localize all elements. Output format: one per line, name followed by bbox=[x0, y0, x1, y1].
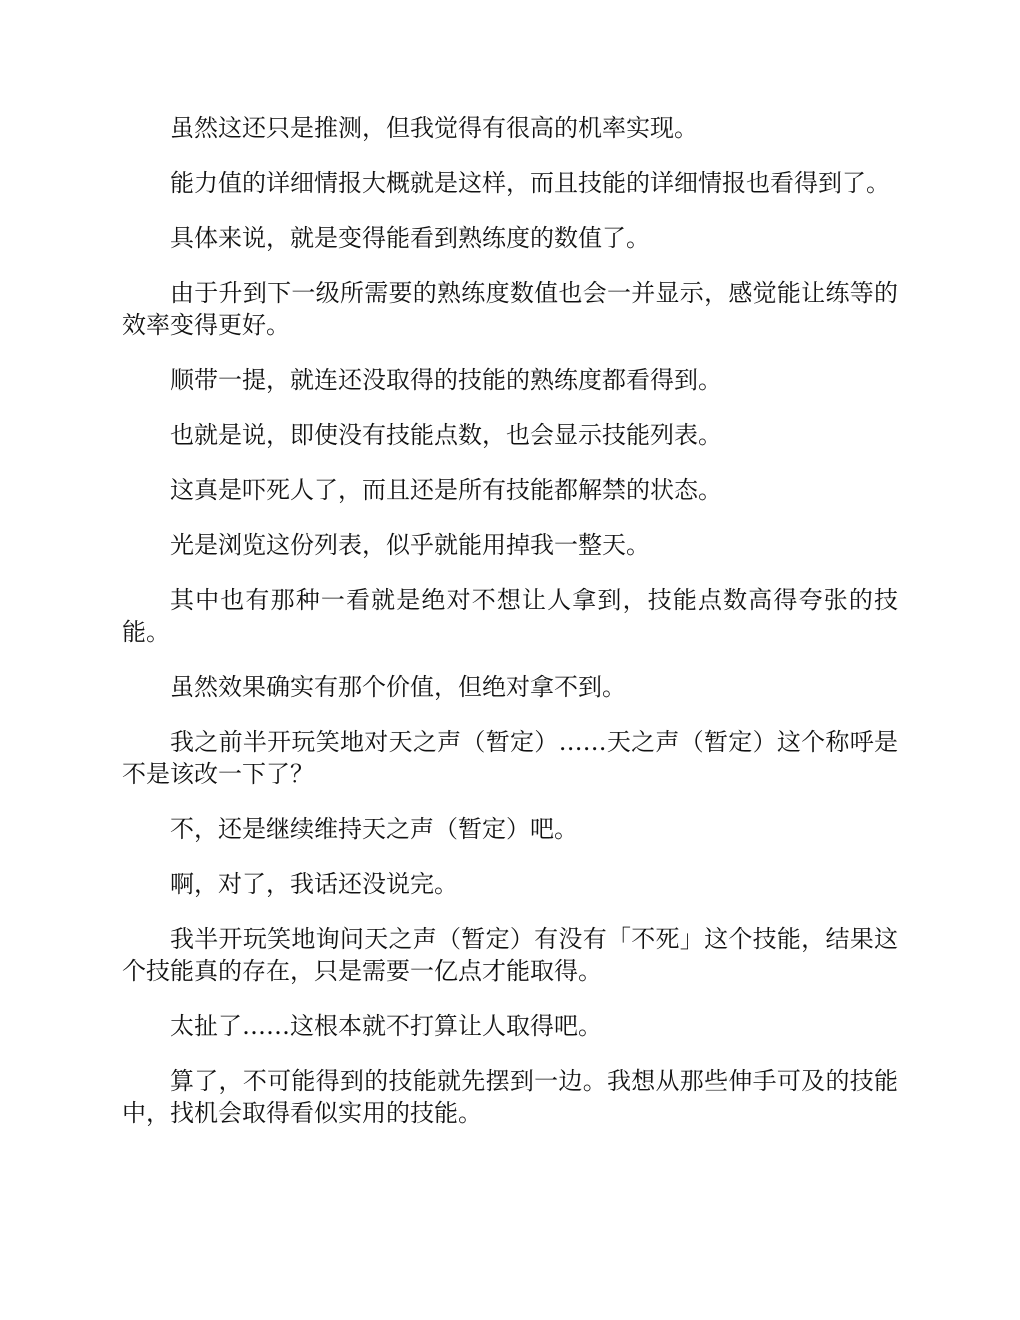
paragraph: 我半开玩笑地询问天之声（暂定）有没有「不死」这个技能，结果这个技能真的存在，只是需要一亿点才能取得。 bbox=[122, 925, 898, 985]
paragraph: 太扯了……这根本就不打算让人取得吧。 bbox=[170, 1012, 602, 1040]
paragraph: 算了，不可能得到的技能就先摆到一边。我想从那些伸手可及的技能中，找机会取得看似实用的技能。 bbox=[122, 1067, 898, 1127]
paragraph: 能力值的详细情报大概就是这样，而且技能的详细情报也看得到了。 bbox=[170, 169, 890, 197]
paragraph: 这真是吓死人了，而且还是所有技能都解禁的状态。 bbox=[170, 476, 722, 504]
paragraph: 具体来说，就是变得能看到熟练度的数值了。 bbox=[170, 224, 650, 252]
paragraph: 顺带一提，就连还没取得的技能的熟练度都看得到。 bbox=[170, 366, 722, 394]
paragraph: 光是浏览这份列表，似乎就能用掉我一整天。 bbox=[170, 531, 650, 559]
paragraph: 也就是说，即使没有技能点数，也会显示技能列表。 bbox=[170, 421, 722, 449]
paragraph: 我之前半开玩笑地对天之声（暂定）……天之声（暂定）这个称呼是不是该改一下了？ bbox=[122, 728, 898, 788]
paragraph: 不，还是继续维持天之声（暂定）吧。 bbox=[170, 815, 578, 843]
paragraph: 其中也有那种一看就是绝对不想让人拿到，技能点数高得夸张的技能。 bbox=[122, 586, 898, 646]
paragraph: 虽然这还只是推测，但我觉得有很高的机率实现。 bbox=[170, 114, 698, 142]
paragraph: 由于升到下一级所需要的熟练度数值也会一并显示，感觉能让练等的效率变得更好。 bbox=[122, 279, 898, 339]
paragraph: 虽然效果确实有那个价值，但绝对拿不到。 bbox=[170, 673, 626, 701]
paragraph: 啊，对了，我话还没说完。 bbox=[170, 870, 458, 898]
document-page bbox=[122, 112, 898, 1152]
